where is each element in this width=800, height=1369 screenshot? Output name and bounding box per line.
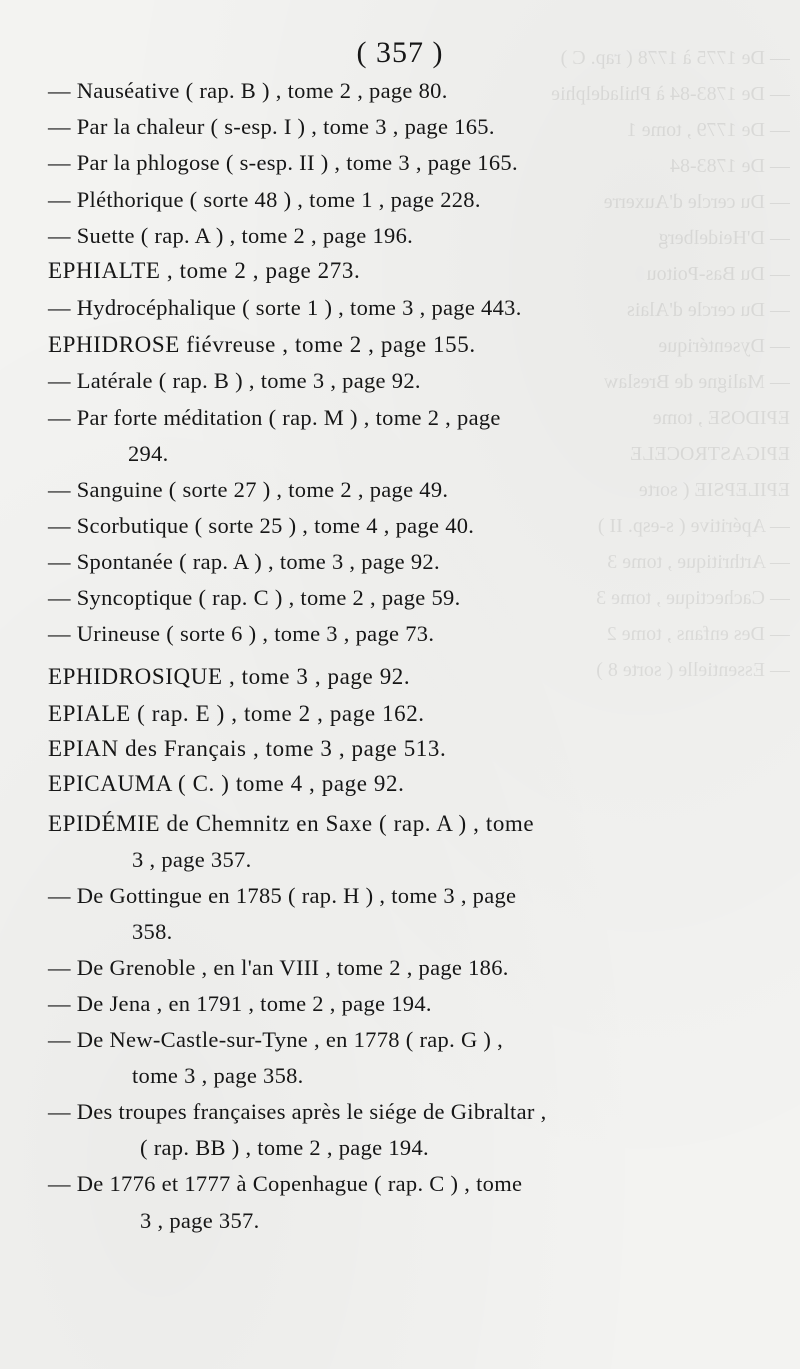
index-continuation-line: tome 3 , page 358.	[132, 1063, 304, 1088]
index-entry-line: — De 1776 et 1777 à Copenhague ( rap. C ) , tome	[48, 1171, 523, 1196]
index-heading-line: EPICAUMA ( C. ) tome 4 , page 92.	[48, 771, 405, 796]
index-continuation-line: 294.	[128, 441, 169, 466]
index-entry-line: — De Gottingue en 1785 ( rap. H ) , tome 3 , page	[48, 883, 517, 908]
index-heading-line: EPIDÉMIE de Chemnitz en Saxe ( rap. A ) , tome	[48, 811, 535, 836]
index-entry-line: — Pléthorique ( sorte 48 ) , tome 1 , page 228.	[48, 187, 481, 212]
index-heading-line: EPIAN des Français , tome 3 , page 513.	[48, 736, 447, 761]
index-entry-line: — De Jena , en 1791 , tome 2 , page 194.	[48, 991, 432, 1016]
index-continuation-line: ( rap. BB ) , tome 2 , page 194.	[140, 1135, 429, 1160]
index-heading-line: EPHIDROSE fiévreuse , tome 2 , page 155.	[48, 332, 476, 357]
index-entry-line: — Sanguine ( sorte 27 ) , tome 2 , page 49.	[48, 477, 449, 502]
index-entry-line: — Urineuse ( sorte 6 ) , tome 3 , page 73.	[48, 621, 435, 646]
index-entry-line: — Par la phlogose ( s-esp. II ) , tome 3 , page 165.	[48, 150, 518, 175]
index-entry-line: — Hydrocéphalique ( sorte 1 ) , tome 3 , page 443.	[48, 295, 522, 320]
index-entry-line: — Spontanée ( rap. A ) , tome 3 , page 92.	[48, 549, 440, 574]
index-heading-line: EPIALE ( rap. E ) , tome 2 , page 162.	[48, 701, 425, 726]
index-entry-line: — Par forte méditation ( rap. M ) , tome 2 , page	[48, 405, 501, 430]
index-continuation-line: 3 , page 357.	[140, 1208, 260, 1233]
index-entry-line: — Suette ( rap. A ) , tome 2 , page 196.	[48, 223, 414, 248]
index-entry-line: — De Grenoble , en l'an VIII , tome 2 , page 186.	[48, 955, 509, 980]
index-continuation-line: 3 , page 357.	[132, 847, 252, 872]
index-entry-line: — Scorbutique ( sorte 25 ) , tome 4 , page 40.	[48, 513, 475, 538]
index-entry-line: — Latérale ( rap. B ) , tome 3 , page 92.	[48, 368, 421, 393]
index-entry-line: — Nauséative ( rap. B ) , tome 2 , page 80.	[48, 78, 448, 103]
index-continuation-line: 358.	[132, 919, 173, 944]
index-heading-line: EPHIDROSIQUE , tome 3 , page 92.	[48, 664, 411, 689]
page-number: ( 357 )	[356, 36, 444, 69]
index-heading-line: EPHIALTE , tome 2 , page 273.	[48, 258, 361, 283]
index-entry-line: — Des troupes françaises après le siége de Gibraltar ,	[48, 1099, 547, 1124]
index-entry-line: — Par la chaleur ( s-esp. I ) , tome 3 , page 165.	[48, 114, 495, 139]
index-entry-line: — De New-Castle-sur-Tyne , en 1778 ( rap. G ) ,	[48, 1027, 504, 1052]
index-entry-line: — Syncoptique ( rap. C ) , tome 2 , page 59.	[48, 585, 461, 610]
show-through-from-reverse-page: — De 1775 à 1778 ( rap. C ) — De 1783-84 à Philadelphie — De 1779 , tome 1 — De 1783-84 — Du cercle d'Auxerre — D'Heidelberg — Du Bas-Poitou — Du cercle d'Alais — Dysentérique — Maligne de Breslaw EPIDOSE , tome EPIGASTROCELE EPILEPSIE ( sorte — Apéritive ( s-esp. II ) — Arthritique , tome 3 — Cachectique , tome 3 — Des enfans , tome 2 — Essentielle ( sorte 8 )	[551, 47, 790, 681]
